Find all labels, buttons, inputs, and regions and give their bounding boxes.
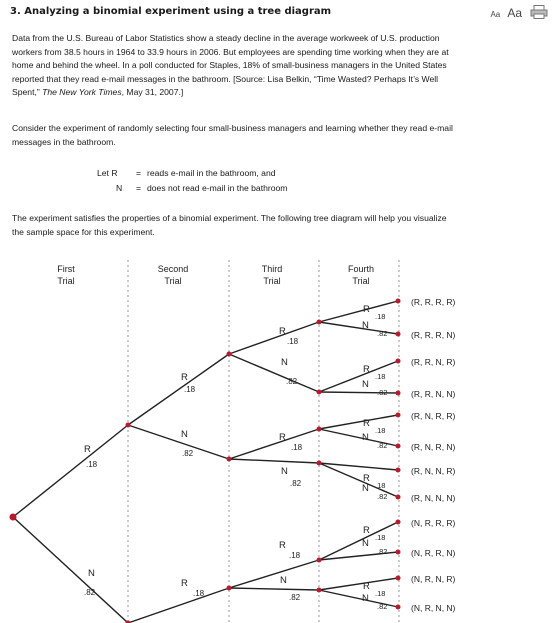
font-size-controls bbox=[486, 6, 522, 20]
satisfies-line: The experiment satisfies the properties of a binomial experiment. The following tree diagram will help you visualize bbox=[12, 213, 447, 223]
branch-label-r: R bbox=[181, 372, 188, 383]
branch-label-n: N bbox=[362, 432, 369, 443]
tree-diagram bbox=[0, 250, 556, 623]
intro-line: reported that they read e-mail messages in the bathroom. [Source: Lisa Belkin, “Time Wasted? Perhaps It’s Well bbox=[12, 73, 439, 84]
tree-node bbox=[10, 514, 17, 521]
branch-prob-n: .82 bbox=[377, 329, 388, 338]
trial-header: Trial bbox=[352, 276, 370, 286]
branch-label-r: R bbox=[279, 432, 286, 443]
tree-node bbox=[317, 461, 322, 466]
branch-label-n: N bbox=[181, 429, 188, 440]
tree-node bbox=[396, 359, 401, 364]
intro-line: workers from 38.5 hours in 1964 to 33.9 hours in 2006. But employees are spending time working when they are at bbox=[12, 46, 449, 57]
outcome-label: (N, R, N, R) bbox=[411, 574, 456, 584]
tree-node bbox=[317, 390, 322, 395]
tree-branch bbox=[128, 425, 229, 459]
tree-branch bbox=[319, 578, 398, 590]
tree-branch bbox=[128, 354, 229, 425]
tree-branch bbox=[229, 429, 319, 459]
consider-line: messages in the bathroom. bbox=[12, 136, 116, 147]
branch-prob-r: .18 bbox=[375, 372, 386, 381]
branch-label-n: N bbox=[362, 593, 369, 604]
satisfies-paragraph bbox=[12, 212, 542, 239]
intro-line: home and behind the wheel. In a poll conducted for Staples, 18% of small-business managers in the United States bbox=[12, 60, 447, 71]
font-increase-button[interactable]: Aa bbox=[507, 6, 522, 20]
branch-prob-r: .18 bbox=[375, 589, 386, 598]
trial-header: First bbox=[57, 264, 75, 274]
branch-label-n: N bbox=[281, 466, 288, 477]
intro-line: Data from the U.S. Bureau of Labor Statistics show a steady decline in the average workweek of U.S. production bbox=[12, 33, 440, 43]
tree-branch bbox=[229, 459, 319, 463]
citation-date: , May 31, 2007.] bbox=[121, 87, 184, 98]
outcome-label: (R, N, R, N) bbox=[411, 442, 456, 452]
tree-node bbox=[396, 495, 401, 500]
branch-label-r: R bbox=[279, 326, 286, 337]
print-icon[interactable] bbox=[530, 5, 548, 19]
tree-branch bbox=[229, 354, 319, 392]
branch-label-r: R bbox=[363, 418, 370, 429]
branch-prob-n: .82 bbox=[289, 593, 301, 602]
citation-text: Spent,” bbox=[12, 87, 43, 98]
branch-prob-r: .18 bbox=[375, 533, 386, 542]
branch-prob-n: .82 bbox=[377, 602, 388, 611]
outcome-label: (R, N, N, N) bbox=[411, 493, 456, 503]
branch-label-r: R bbox=[363, 581, 370, 592]
tree-node bbox=[227, 352, 232, 357]
outcome-label: (R, R, R, R) bbox=[411, 297, 456, 307]
satisfies-line: the sample space for this experiment. bbox=[12, 226, 155, 237]
tree-node bbox=[396, 520, 401, 525]
branch-label-n: N bbox=[362, 483, 369, 494]
branch-prob-n: .82 bbox=[377, 492, 388, 501]
branch-prob-r: .18 bbox=[193, 589, 205, 598]
branch-label-r: R bbox=[363, 525, 370, 536]
trial-header: Fourth bbox=[347, 264, 375, 274]
r-equals: = bbox=[136, 168, 142, 178]
branch-label-r: R bbox=[279, 540, 286, 551]
outcome-label: (R, N, R, R) bbox=[411, 411, 456, 421]
tree-branch bbox=[319, 301, 398, 322]
branch-prob-r: .18 bbox=[375, 426, 386, 435]
trial-header: Third bbox=[261, 264, 283, 274]
trial-header: Trial bbox=[57, 276, 75, 286]
branch-prob-r: .18 bbox=[289, 551, 301, 560]
tree-node bbox=[126, 423, 131, 428]
branch-prob-n: .82 bbox=[84, 588, 96, 597]
tree-node bbox=[396, 550, 401, 555]
tree-node bbox=[396, 468, 401, 473]
consider-line: Consider the experiment of randomly selecting four small-business managers and learning whether they read e-mail bbox=[12, 123, 453, 133]
branch-prob-r: .18 bbox=[291, 443, 303, 452]
branch-label-r: R bbox=[363, 364, 370, 375]
outcome-label: (N, R, N, N) bbox=[411, 603, 456, 613]
branch-label-n: N bbox=[281, 357, 288, 368]
outcome-label: (R, R, R, N) bbox=[411, 330, 456, 340]
tree-node bbox=[396, 576, 401, 581]
font-decrease-button[interactable]: Aa bbox=[490, 10, 501, 19]
branch-label-n: N bbox=[280, 575, 287, 586]
branch-label-n: N bbox=[88, 568, 95, 579]
outcome-label: (R, R, N, N) bbox=[411, 389, 456, 399]
tree-node bbox=[396, 299, 401, 304]
branch-prob-n: .82 bbox=[182, 449, 194, 458]
tree-branch bbox=[229, 322, 319, 354]
branch-prob-n: .82 bbox=[377, 547, 388, 556]
branch-prob-r: .18 bbox=[375, 312, 386, 321]
tree-branch bbox=[128, 588, 229, 623]
branch-label-r: R bbox=[181, 578, 188, 589]
branch-label-r: R bbox=[84, 444, 91, 455]
tree-node bbox=[396, 444, 401, 449]
intro-line bbox=[12, 86, 542, 100]
outcome-label: (R, R, N, R) bbox=[411, 357, 456, 367]
branch-label-n: N bbox=[362, 538, 369, 549]
n-symbol: N bbox=[116, 183, 123, 193]
branch-prob-n: .82 bbox=[290, 479, 302, 488]
tree-node bbox=[396, 413, 401, 418]
branch-prob-n: .82 bbox=[377, 441, 388, 450]
outcome-label: (N, R, R, R) bbox=[411, 518, 456, 528]
n-equals: = bbox=[136, 183, 142, 193]
branch-prob-r: .18 bbox=[375, 481, 386, 490]
tree-node bbox=[317, 427, 322, 432]
trial-header: Trial bbox=[164, 276, 182, 286]
trial-header: Second bbox=[157, 264, 189, 274]
outcome-label: (N, R, R, N) bbox=[411, 548, 456, 558]
branch-prob-r: .18 bbox=[86, 460, 98, 469]
branch-prob-r: .18 bbox=[287, 337, 299, 346]
tree-node bbox=[317, 558, 322, 563]
page-title: 3. Analyzing a binomial experiment using a tree diagram bbox=[10, 6, 332, 17]
branch-prob-n: .82 bbox=[286, 377, 298, 386]
tree-node bbox=[396, 332, 401, 337]
branch-prob-r: .18 bbox=[184, 385, 196, 394]
tree-branch bbox=[229, 560, 319, 588]
branch-label-n: N bbox=[362, 320, 369, 331]
branch-label-r: R bbox=[363, 473, 370, 484]
tree-node bbox=[227, 586, 232, 591]
tree-branch bbox=[13, 425, 128, 517]
tree-node bbox=[396, 391, 401, 396]
branch-label-n: N bbox=[362, 379, 369, 390]
tree-node bbox=[227, 457, 232, 462]
tree-branch bbox=[319, 415, 398, 429]
tree-branch bbox=[13, 517, 128, 623]
tree-branch bbox=[319, 463, 398, 470]
branch-prob-n: .82 bbox=[377, 388, 388, 397]
intro-paragraph bbox=[12, 32, 542, 100]
branch-label-r: R bbox=[363, 304, 370, 315]
tree-node bbox=[396, 605, 401, 610]
trial-header: Trial bbox=[263, 276, 281, 286]
header bbox=[8, 5, 548, 21]
r-definition: reads e-mail in the bathroom, and bbox=[147, 168, 276, 178]
n-definition: does not read e-mail in the bathroom bbox=[147, 183, 288, 193]
consider-paragraph bbox=[12, 122, 542, 149]
outcome-label: (R, N, N, R) bbox=[411, 466, 456, 476]
let-r-label: Let R bbox=[97, 168, 118, 178]
citation-source: The New York Times bbox=[42, 87, 122, 98]
tree-branch bbox=[229, 588, 319, 590]
tree-node bbox=[317, 588, 322, 593]
tree-node bbox=[317, 320, 322, 325]
